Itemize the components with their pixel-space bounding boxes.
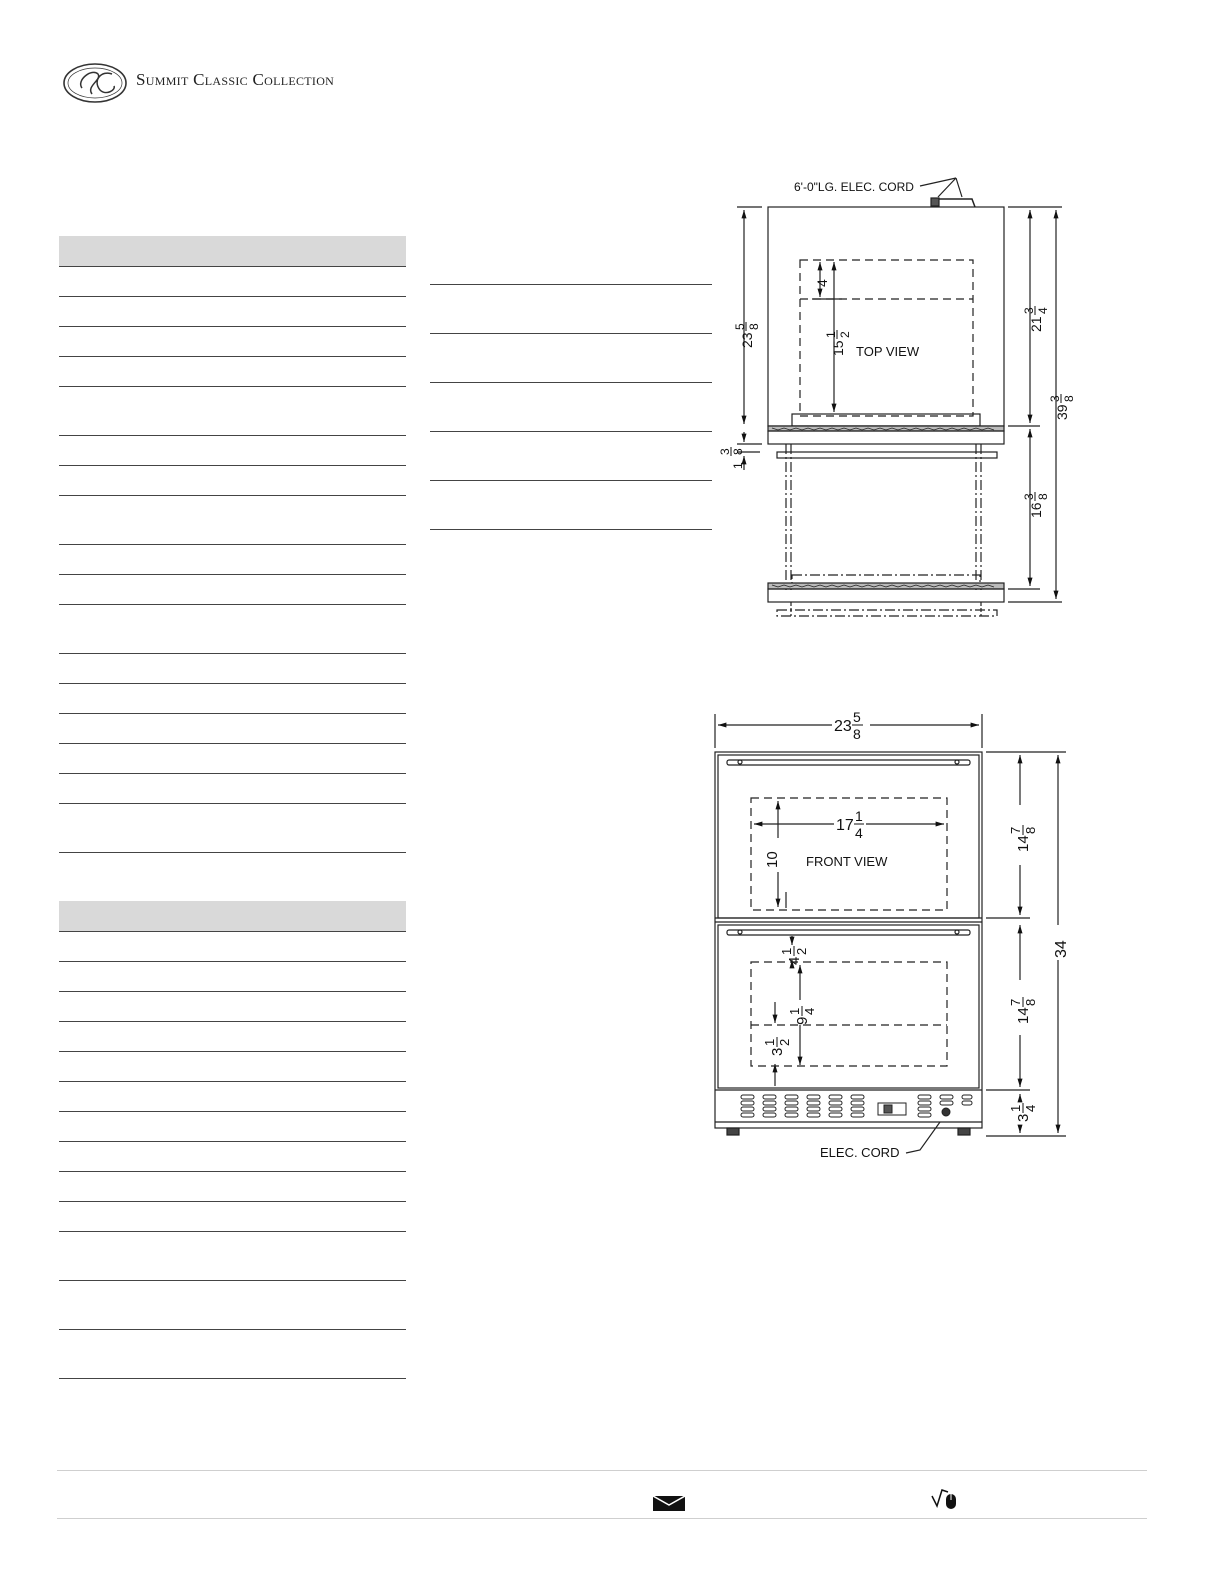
svg-text:23: 23 — [834, 718, 852, 735]
dim-front-bottom-drawer — [1008, 997, 1038, 1024]
dim-top-inner-top — [814, 279, 830, 287]
svg-text:4: 4 — [1023, 1104, 1038, 1112]
svg-text:1: 1 — [762, 1038, 777, 1046]
svg-text:7: 7 — [1008, 998, 1023, 1006]
svg-text:4: 4 — [855, 825, 863, 841]
svg-text:1: 1 — [787, 1007, 802, 1015]
svg-text:4: 4 — [814, 279, 830, 287]
footer-rule-top — [57, 1470, 1147, 1471]
svg-text:9: 9 — [794, 1016, 811, 1025]
svg-text:7: 7 — [1008, 826, 1023, 834]
front-cord-label: ELEC. CORD — [820, 1145, 900, 1160]
svg-text:8: 8 — [1062, 395, 1076, 402]
svg-text:3: 3 — [1048, 395, 1062, 402]
dim-front-top-drawer — [1008, 825, 1038, 852]
dim-top-inner-depth — [824, 330, 852, 356]
dim-top-gap — [718, 447, 745, 469]
svg-text:4: 4 — [802, 1007, 817, 1015]
svg-text:14: 14 — [1015, 835, 1032, 852]
top-cord-label: 6'-0"LG. ELEC. CORD — [794, 180, 914, 194]
dim-top-overall-left — [733, 322, 761, 348]
svg-text:2: 2 — [838, 331, 852, 338]
svg-text:3: 3 — [769, 1047, 786, 1056]
svg-text:1: 1 — [855, 808, 863, 824]
svg-text:16: 16 — [1028, 502, 1044, 518]
svg-text:8: 8 — [731, 448, 745, 455]
svg-text:15: 15 — [830, 340, 846, 356]
svg-text:1: 1 — [731, 462, 745, 469]
svg-text:3: 3 — [1022, 493, 1036, 500]
svg-text:3: 3 — [1022, 307, 1036, 314]
svg-text:8: 8 — [1036, 493, 1050, 500]
top-view-label: TOP VIEW — [856, 344, 920, 359]
svg-text:10: 10 — [764, 851, 781, 868]
svg-text:4: 4 — [1036, 307, 1050, 314]
dim-front-width — [834, 709, 863, 742]
dim-front-inner-width — [836, 808, 864, 841]
brand-name: Summit Classic Collection — [136, 70, 335, 89]
svg-text:17: 17 — [836, 817, 854, 834]
svg-text:23: 23 — [739, 332, 755, 348]
svg-text:4: 4 — [786, 956, 803, 965]
grille-col — [741, 1095, 754, 1117]
dim-front-overall-height — [1053, 940, 1070, 958]
svg-text:3: 3 — [718, 448, 732, 455]
front-view — [715, 714, 1066, 1153]
svg-text:8: 8 — [1023, 826, 1038, 834]
envelope-icon — [653, 1496, 685, 1511]
svg-text:5: 5 — [733, 323, 747, 330]
svg-text:8: 8 — [853, 726, 861, 742]
dim-top-right-total — [1048, 394, 1076, 420]
front-grille — [741, 1095, 972, 1117]
svg-text:39: 39 — [1054, 404, 1070, 420]
svg-text:14: 14 — [1015, 1007, 1032, 1024]
svg-text:3: 3 — [1015, 1113, 1032, 1122]
mouse-icon — [930, 1486, 958, 1512]
svg-text:2: 2 — [794, 947, 809, 955]
svg-text:21: 21 — [1028, 316, 1044, 332]
dim-front-inner-height — [764, 851, 781, 868]
dim-top-right-upper — [1022, 306, 1050, 332]
dim-front-kick — [1008, 1103, 1038, 1122]
dim-top-right-lower — [1022, 492, 1050, 518]
svg-text:1: 1 — [779, 947, 794, 955]
svg-text:34: 34 — [1053, 940, 1070, 958]
footer-rule-bottom — [57, 1518, 1147, 1519]
dim-front-lower-base — [762, 1037, 792, 1056]
svg-text:1: 1 — [1008, 1104, 1023, 1112]
svg-text:8: 8 — [1023, 998, 1038, 1006]
front-view-label: FRONT VIEW — [806, 854, 888, 869]
dim-front-lower-inner — [787, 1006, 817, 1025]
top-view — [737, 178, 1062, 616]
svg-text:1: 1 — [824, 331, 838, 338]
svg-text:5: 5 — [853, 709, 861, 725]
svg-text:2: 2 — [777, 1038, 792, 1046]
svg-text:8: 8 — [747, 323, 761, 330]
